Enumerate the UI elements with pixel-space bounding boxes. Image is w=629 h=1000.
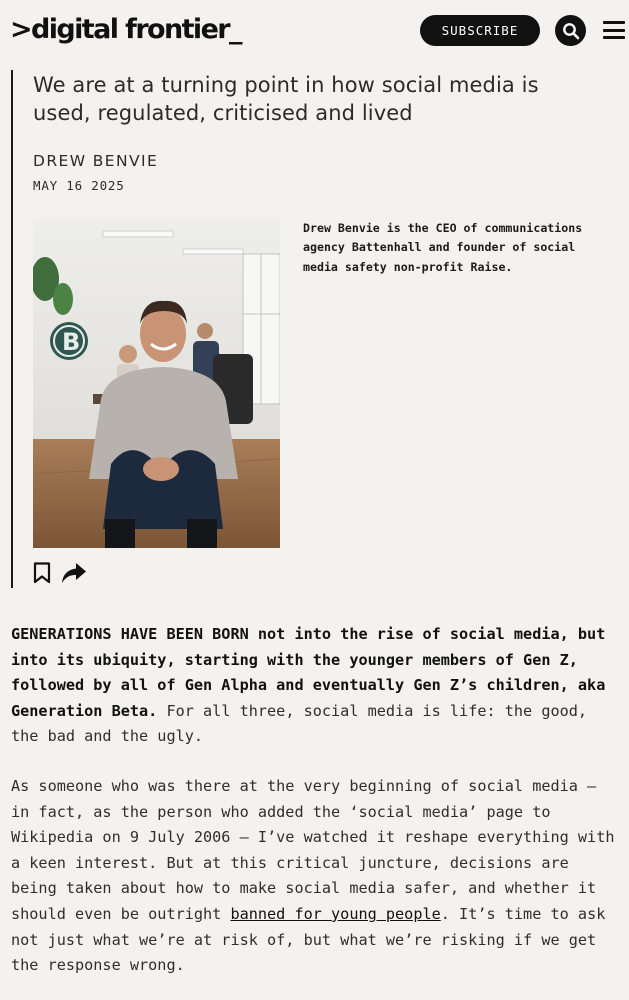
paragraph-text: . It’s time to ask not just what we’re at risk of, but what we’re risking if we get the response wrong. [11,904,606,975]
paragraph-text: For all three, social media is life: the good, the bad and the ugly. [11,701,588,746]
lead-in-text: GENERATIONS HAVE BEEN BORN not into the rise of social media, but into its ubiquity, starting with the younger members of Gen Z, followed by all of Gen Alpha and eventually Gen Z’s children, aka Generation Beta. [11,625,606,720]
site-logo[interactable]: >digital frontier_ [10,14,241,45]
menu-bar [603,29,625,32]
author-name[interactable]: DREW BENVIE [33,152,159,170]
menu-button[interactable] [603,19,625,41]
article-paragraph-1 [11,622,623,750]
article-paragraph-2 [11,774,623,979]
svg-text:B: B [62,328,81,356]
menu-bar [603,36,625,39]
article-divider-line [11,70,13,588]
menu-bar [603,21,625,24]
paragraph-text: As someone who was there at the very beginning of social media – in fact, as the person who added the ‘social media’ page to Wikipedia on 9 July 2006 – I’ve watched it reshape everything with a keen interest. But at this critical juncture, decisions are being taken about how to make social media safer, and whether it should even be outright [11,777,615,923]
site-header [0,0,629,62]
search-icon [562,22,580,40]
bookmark-icon[interactable] [33,562,51,584]
publish-date: MAY 16 2025 [33,178,125,193]
share-icon[interactable] [61,562,87,584]
author-photo [33,219,280,548]
search-button[interactable] [555,15,586,46]
author-photo-illustration [33,219,280,548]
banned-for-young-people-link[interactable]: banned for young people [230,904,441,923]
subscribe-button[interactable]: SUBSCRIBE [420,15,540,46]
article-headline: We are at a turning point in how social media is used, regulated, criticised and lived [33,73,539,125]
author-bio: Drew Benvie is the CEO of communications agency Battenhall and founder of social media safety non-profit Raise. [303,221,583,274]
